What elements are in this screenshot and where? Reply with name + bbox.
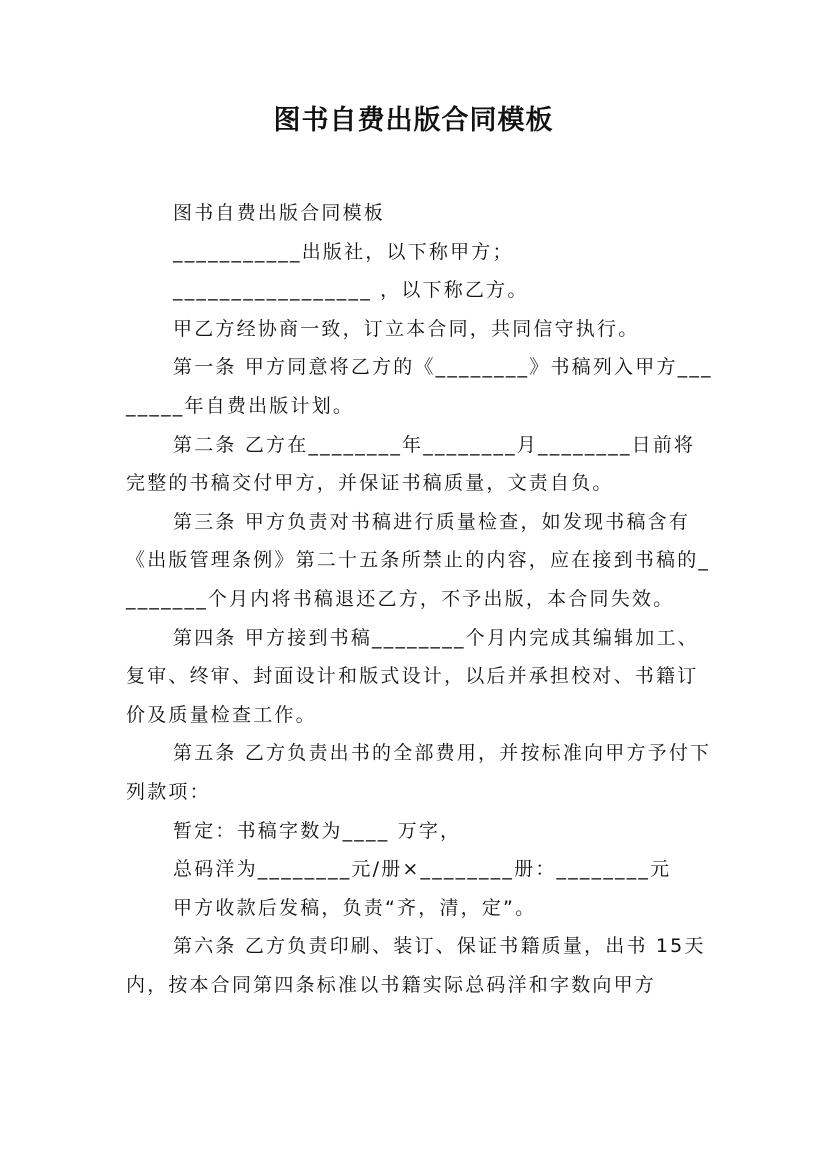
document-body: [126, 194, 716, 1004]
paragraph-article-3: 第三条 甲方负责对书稿进行质量检查，如发现书稿含有《出版管理条例》第二十五条所禁止的内容，应在接到书稿的________个月内将书稿退还乙方，不予出版，本合同失效。: [126, 510, 711, 610]
paragraph-article-5: 第五条 乙方负责出书的全部费用，并按标准向甲方予付下列款项：: [126, 742, 712, 803]
paragraph-article-2: 第二条 乙方在________年________月________日前将完整的书稿交付甲方，并保证书稿质量，文责自负。: [126, 433, 696, 495]
paragraph-subtitle: 图书自费出版合同模板: [173, 202, 386, 224]
paragraph-article-6: 第六条 乙方负责印刷、装订、保证书籍质量，出书 15天内，按本合同第四条标准以书籍实际总码洋和字数向甲方: [126, 935, 706, 996]
paragraph-agreement: 甲乙方经协商一致，订立本合同，共同信守执行。: [173, 317, 640, 340]
paragraph-word-count: 暂定：书稿字数为____ 万字，: [173, 819, 462, 842]
paragraph-payment-note: 甲方收款后发稿，负责“齐，清，定”。: [173, 896, 537, 919]
paragraph-article-1: 第一条 甲方同意将乙方的《________》书稿列入甲方________年自费出版计划。: [126, 356, 713, 417]
paragraph-article-4: 第四条 甲方接到书稿________个月内完成其编辑加工、复审、终审、封面设计和版式设计，以后并承担校对、书籍订价及质量检查工作。: [126, 626, 699, 726]
paragraph-party-b: _________________ ，以下称乙方。: [173, 279, 529, 302]
document-title: 图书自费出版合同模板: [273, 105, 554, 136]
paragraph-total-price: 总码洋为________元/册×________册：________元: [173, 858, 672, 881]
paragraph-party-a: ___________出版社，以下称甲方；: [173, 240, 514, 263]
